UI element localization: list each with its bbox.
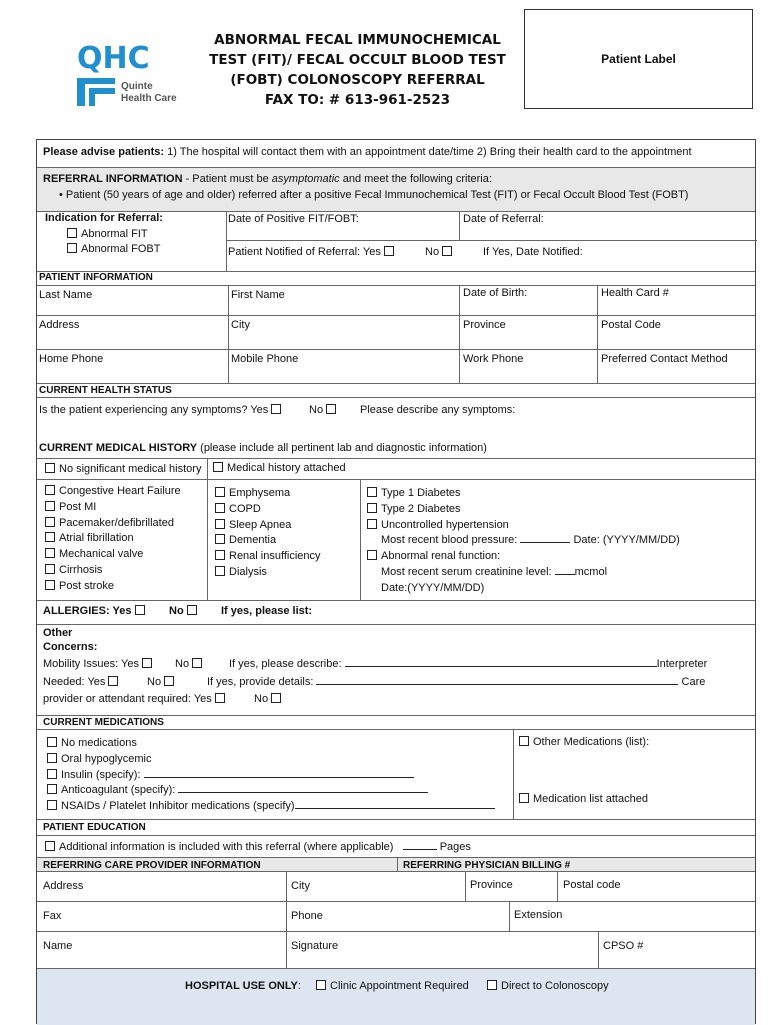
attendant-yes-checkbox[interactable] <box>215 693 225 703</box>
condition-item[interactable]: COPD <box>215 502 321 518</box>
provider-city-field[interactable]: City <box>291 880 310 892</box>
condition-checkbox[interactable] <box>45 532 55 542</box>
other-medications-option[interactable]: Other Medications (list): <box>519 736 649 748</box>
fax-line: FAX TO: # 613-961-2523 <box>264 92 451 108</box>
provider-province-field[interactable]: Province <box>470 879 513 891</box>
patient-info-heading-row <box>37 271 755 285</box>
provider-extension-field[interactable]: Extension <box>514 909 563 921</box>
concerns-label: Concerns: <box>43 641 98 653</box>
provider-row-1 <box>37 871 755 901</box>
allergies-no-checkbox[interactable] <box>187 605 197 615</box>
interpreter-no-option[interactable]: No <box>147 676 178 688</box>
condition-item[interactable]: Sleep Apnea <box>215 518 321 534</box>
symptoms-row <box>37 397 755 434</box>
work-phone-field[interactable]: Work Phone <box>463 353 524 365</box>
additional-info-checkbox[interactable] <box>45 841 55 851</box>
history-attached-option[interactable]: Medical history attached <box>213 462 346 474</box>
renal-checkbox[interactable] <box>367 550 377 560</box>
conditions-col3 <box>367 486 680 597</box>
billing-heading: REFERRING PHYSICIAN BILLING # <box>403 860 571 871</box>
medications-heading: CURRENT MEDICATIONS <box>43 717 164 728</box>
renal-option[interactable]: Abnormal renal function: <box>367 549 680 565</box>
conditions-col1 <box>45 484 181 595</box>
condition-item[interactable]: Dementia <box>215 533 321 549</box>
date-referral-field[interactable]: Date of Referral: <box>463 213 544 225</box>
patient-label-box[interactable] <box>524 9 753 109</box>
direct-colonoscopy-option[interactable]: Direct to Colonoscopy <box>487 980 609 992</box>
condition-checkbox[interactable] <box>215 487 225 497</box>
form-title <box>205 30 510 110</box>
referral-info-text: REFERRAL INFORMATION - Patient must be asymptomatic and meet the following criteria: <box>43 173 492 185</box>
creatinine-date[interactable]: Date:(YYYY/MM/DD) <box>381 581 485 594</box>
symptoms-no-checkbox[interactable] <box>326 404 336 414</box>
indication-label: Indication for Referral: <box>45 212 163 224</box>
condition-item[interactable]: Dialysis <box>215 565 321 581</box>
provider-name-field[interactable]: Name <box>43 940 73 952</box>
provider-heading-row <box>37 857 755 871</box>
allergies-no-option[interactable]: No <box>169 605 201 617</box>
provider-row-2 <box>37 901 755 931</box>
medications-row <box>37 729 755 819</box>
clinic-appointment-checkbox[interactable] <box>316 980 326 990</box>
condition-item[interactable]: Emphysema <box>215 486 321 502</box>
patient-label-text: Patient Label <box>601 52 676 66</box>
condition-item[interactable]: Atrial fibrillation <box>45 531 181 547</box>
provider-row-3 <box>37 931 755 968</box>
condition-item[interactable]: Pacemaker/defibrillated <box>45 516 181 532</box>
indication-row <box>37 211 755 271</box>
condition-item[interactable]: Renal insufficiency <box>215 549 321 565</box>
notified-yes-option[interactable]: Patient Notified of Referral: Yes <box>228 246 398 258</box>
no-significant-option[interactable]: No significant medical history <box>45 463 201 475</box>
referral-form <box>36 139 756 1024</box>
qhc-logo <box>75 38 195 108</box>
medication-item[interactable]: Oral hypoglycemic <box>47 752 495 768</box>
patient-row-1 <box>37 285 755 315</box>
education-heading-row <box>37 819 755 835</box>
medical-history-heading: CURRENT MEDICAL HISTORY (please include all pertinent lab and diagnostic information) <box>39 442 487 454</box>
health-status-heading: CURRENT HEALTH STATUS <box>39 385 172 396</box>
abnormal-fit-checkbox[interactable] <box>67 228 77 238</box>
mobility-describe-field[interactable]: If yes, please describe: Interpreter <box>229 658 708 670</box>
allergies-row <box>37 600 755 624</box>
dob-field[interactable]: Date of Birth: <box>463 287 528 299</box>
title-line: (FOBT) COLONOSCOPY REFERRAL <box>230 72 485 88</box>
provider-address-field[interactable]: Address <box>43 880 84 892</box>
home-phone-field[interactable]: Home Phone <box>39 353 104 365</box>
title-line: TEST (FIT)/ FECAL OCCULT BLOOD TEST <box>209 52 506 68</box>
condition-checkbox[interactable] <box>215 519 225 529</box>
attendant-no-checkbox[interactable] <box>271 693 281 703</box>
condition-checkbox[interactable] <box>215 503 225 513</box>
patient-row-3 <box>37 349 755 383</box>
patient-row-2 <box>37 315 755 349</box>
symptoms-describe-field[interactable]: Please describe any symptoms: <box>360 404 516 416</box>
additional-info-option[interactable]: Additional information is included with this referral (where applicable) Pages <box>45 841 471 853</box>
allergies-yes-checkbox[interactable] <box>135 605 145 615</box>
condition-checkbox[interactable] <box>45 548 55 558</box>
health-status-heading-row <box>37 383 755 397</box>
condition-item[interactable]: Cirrhosis <box>45 563 181 579</box>
date-notified-field[interactable]: If Yes, Date Notified: <box>483 246 583 258</box>
condition-item[interactable]: Congestive Heart Failure <box>45 484 181 500</box>
city-field[interactable]: City <box>231 319 250 331</box>
condition-item[interactable]: Post stroke <box>45 579 181 595</box>
last-name-field[interactable]: Last Name <box>39 289 93 301</box>
mobile-phone-field[interactable]: Mobile Phone <box>231 353 299 365</box>
postal-code-field[interactable]: Postal Code <box>601 319 661 331</box>
attendant-yes-option[interactable]: provider or attendant required: Yes <box>43 693 229 705</box>
medication-list-attached-checkbox[interactable] <box>519 793 529 803</box>
condition-checkbox[interactable] <box>215 550 225 560</box>
criteria-bullet: • Patient (50 years of age and older) referred after a positive Fecal Immunochemical Test (FIT) or Fecal Occult Blood Test (FOBT) <box>59 189 689 201</box>
condition-checkbox[interactable] <box>215 534 225 544</box>
medication-checkbox[interactable] <box>47 769 57 779</box>
notified-yes-checkbox[interactable] <box>384 246 394 256</box>
notified-no-option[interactable]: No <box>425 246 456 258</box>
mobility-no-option[interactable]: No <box>175 658 206 670</box>
medication-checkbox[interactable] <box>47 737 57 747</box>
interpreter-details-field[interactable]: If yes, provide details: Care <box>207 676 706 688</box>
allergies-list-field[interactable]: If yes, please list: <box>221 605 313 617</box>
provider-fax-field[interactable]: Fax <box>43 910 62 922</box>
provider-phone-field[interactable]: Phone <box>291 910 323 922</box>
medication-list-attached-option[interactable]: Medication list attached <box>519 793 648 805</box>
bp-field[interactable]: Most recent blood pressure: Date: (YYYY/MM/DD) <box>381 534 680 547</box>
provider-postal-field[interactable]: Postal code <box>563 879 621 891</box>
medical-history-top-row <box>37 458 755 479</box>
condition-checkbox[interactable] <box>45 501 55 511</box>
advise-text: Please advise patients: 1) The hospital will contact them with an appointment date/time 2) Bring their health card to the appointment <box>43 146 692 158</box>
medications-list <box>47 736 495 815</box>
mobility-yes-option[interactable]: Mobility Issues: Yes <box>43 658 156 670</box>
logo-sub1: Quinte <box>121 81 153 92</box>
province-field[interactable]: Province <box>463 319 506 331</box>
symptoms-no-option[interactable]: No <box>309 404 340 416</box>
medication-checkbox[interactable] <box>47 753 57 763</box>
health-card-field[interactable]: Health Card # <box>601 287 669 299</box>
condition-checkbox[interactable] <box>215 566 225 576</box>
conditions-col2 <box>215 486 321 581</box>
hospital-use-row <box>37 968 755 1025</box>
address-field[interactable]: Address <box>39 319 80 331</box>
abnormal-fobt-option[interactable]: Abnormal FOBT <box>67 243 160 255</box>
condition-checkbox[interactable] <box>45 564 55 574</box>
hospital-use-label: HOSPITAL USE ONLY: <box>185 980 301 992</box>
patient-info-heading: PATIENT INFORMATION <box>39 272 153 283</box>
provider-heading: REFERRING CARE PROVIDER INFORMATION <box>43 860 261 871</box>
provider-signature-field[interactable]: Signature <box>291 940 339 952</box>
mobility-no-checkbox[interactable] <box>192 658 202 668</box>
preferred-contact-field[interactable]: Preferred Contact Method <box>601 353 728 365</box>
notified-no-checkbox[interactable] <box>442 246 452 256</box>
medication-item[interactable]: NSAIDs / Platelet Inhibitor medications (specify) <box>47 799 495 815</box>
symptoms-yes-option[interactable]: Is the patient experiencing any symptoms? Yes <box>39 404 285 416</box>
provider-cpso-field[interactable]: CPSO # <box>603 940 644 952</box>
date-positive-field[interactable]: Date of Positive FIT/FOBT: <box>228 213 359 225</box>
uncontrolled-option[interactable]: Uncontrolled hypertension <box>367 518 680 534</box>
condition-checkbox[interactable] <box>45 485 55 495</box>
symptoms-yes-checkbox[interactable] <box>271 404 281 414</box>
type1-checkbox[interactable] <box>367 487 377 497</box>
other-label: Other <box>43 627 73 639</box>
clinic-appointment-option[interactable]: Clinic Appointment Required <box>316 980 469 992</box>
other-medications-checkbox[interactable] <box>519 736 529 746</box>
mobility-yes-checkbox[interactable] <box>142 658 152 668</box>
interpreter-yes-checkbox[interactable] <box>108 676 118 686</box>
education-row <box>37 835 755 857</box>
type2-checkbox[interactable] <box>367 503 377 513</box>
condition-checkbox[interactable] <box>45 580 55 590</box>
interpreter-yes-option[interactable]: Needed: Yes <box>43 676 122 688</box>
medication-item[interactable]: No medications <box>47 736 495 752</box>
education-heading: PATIENT EDUCATION <box>43 822 146 833</box>
condition-item[interactable]: Post MI <box>45 500 181 516</box>
interpreter-no-checkbox[interactable] <box>164 676 174 686</box>
type2-option[interactable]: Type 2 Diabetes <box>367 502 680 518</box>
condition-checkbox[interactable] <box>45 517 55 527</box>
medication-item[interactable]: Anticoagulant (specify): <box>47 783 495 799</box>
medications-heading-row <box>37 715 755 729</box>
first-name-field[interactable]: First Name <box>231 289 285 301</box>
medication-checkbox[interactable] <box>47 784 57 794</box>
no-significant-checkbox[interactable] <box>45 463 55 473</box>
logo-sub2: Health Care <box>121 93 177 104</box>
direct-colonoscopy-checkbox[interactable] <box>487 980 497 990</box>
attendant-no-option[interactable]: No <box>254 693 285 705</box>
medication-item[interactable]: Insulin (specify): <box>47 768 495 784</box>
allergies-yes-option[interactable]: ALLERGIES: Yes <box>43 605 149 617</box>
abnormal-fit-option[interactable]: Abnormal FIT <box>67 228 148 240</box>
medication-checkbox[interactable] <box>47 800 57 810</box>
logo-text: QHC <box>77 41 150 76</box>
other-concerns-row <box>37 624 755 715</box>
condition-item[interactable]: Mechanical valve <box>45 547 181 563</box>
creatinine-field[interactable]: Most recent serum creatinine level: mcmol <box>381 565 608 578</box>
type1-option[interactable]: Type 1 Diabetes <box>367 486 680 502</box>
conditions-row <box>37 479 755 600</box>
title-line: ABNORMAL FECAL IMMUNOCHEMICAL <box>214 32 501 48</box>
uncontrolled-checkbox[interactable] <box>367 519 377 529</box>
abnormal-fobt-checkbox[interactable] <box>67 243 77 253</box>
history-attached-checkbox[interactable] <box>213 462 223 472</box>
